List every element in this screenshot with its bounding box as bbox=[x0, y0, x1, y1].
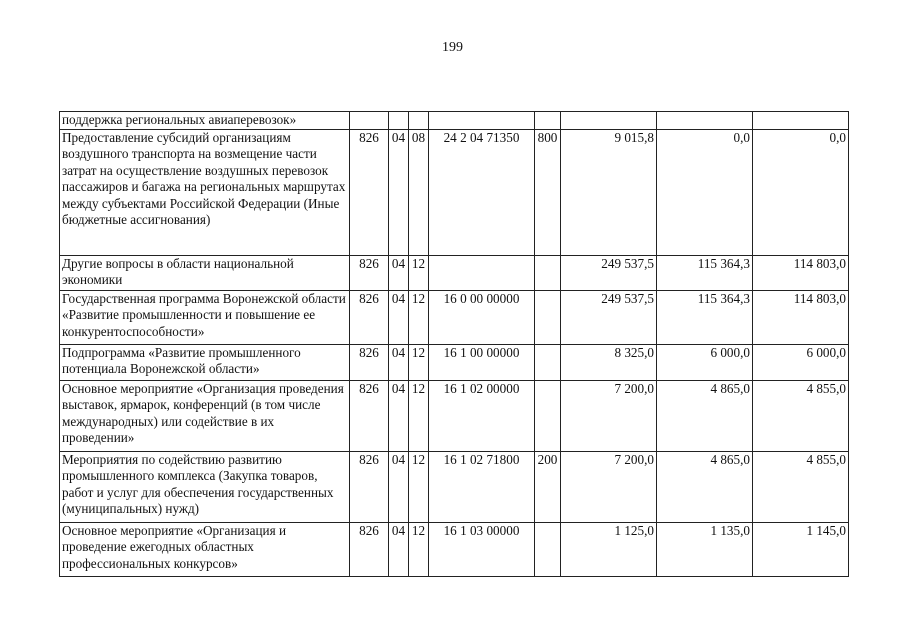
row-description: Другие вопросы в области национальной экономики bbox=[60, 255, 350, 290]
admin-code bbox=[350, 112, 389, 130]
amount-year-2: 6 000,0 bbox=[657, 344, 753, 380]
amount-year-1: 8 325,0 bbox=[561, 344, 657, 380]
target-article-code: 16 1 02 00000 bbox=[429, 380, 535, 451]
amount-year-1: 1 125,0 bbox=[561, 522, 657, 576]
section-code: 04 bbox=[389, 255, 409, 290]
amount-year-3: 114 803,0 bbox=[753, 255, 849, 290]
row-description: Основное мероприятие «Организация проведения выставок, ярмарок, конференций (в том числе международных) или содействие в их проведении» bbox=[60, 380, 350, 451]
subsection-code: 12 bbox=[409, 290, 429, 344]
target-article-code: 16 0 00 00000 bbox=[429, 290, 535, 344]
amount-year-3: 4 855,0 bbox=[753, 451, 849, 522]
subsection-code: 12 bbox=[409, 344, 429, 380]
target-article-code: 24 2 04 71350 bbox=[429, 129, 535, 255]
expense-type-code: 200 bbox=[535, 451, 561, 522]
admin-code: 826 bbox=[350, 380, 389, 451]
target-article-code: 16 1 03 00000 bbox=[429, 522, 535, 576]
amount-year-3: 1 145,0 bbox=[753, 522, 849, 576]
expense-type-code bbox=[535, 522, 561, 576]
subsection-code: 12 bbox=[409, 255, 429, 290]
admin-code: 826 bbox=[350, 451, 389, 522]
amount-year-1: 249 537,5 bbox=[561, 255, 657, 290]
table-row bbox=[60, 522, 849, 576]
amount-year-1: 7 200,0 bbox=[561, 380, 657, 451]
amount-year-1: 249 537,5 bbox=[561, 290, 657, 344]
amount-year-2: 1 135,0 bbox=[657, 522, 753, 576]
row-description: Предоставление субсидий организациям воздушного транспорта на возмещение части затрат на осуществление воздушных перевозок пассажиров и багажа на региональных маршрутах между субъектами Российской Федерации (Иные бюджетные ассигнования) bbox=[60, 129, 350, 255]
section-code: 04 bbox=[389, 344, 409, 380]
amount-year-2: 115 364,3 bbox=[657, 290, 753, 344]
section-code: 04 bbox=[389, 380, 409, 451]
amount-year-3: 4 855,0 bbox=[753, 380, 849, 451]
amount-year-2: 4 865,0 bbox=[657, 451, 753, 522]
amount-year-3: 0,0 bbox=[753, 129, 849, 255]
amount-year-3: 114 803,0 bbox=[753, 290, 849, 344]
table-row bbox=[60, 129, 849, 255]
row-description: Основное мероприятие «Организация и проведение ежегодных областных профессиональных конкурсов» bbox=[60, 522, 350, 576]
table-row bbox=[60, 451, 849, 522]
target-article-code bbox=[429, 255, 535, 290]
expense-type-code bbox=[535, 290, 561, 344]
admin-code: 826 bbox=[350, 129, 389, 255]
admin-code: 826 bbox=[350, 255, 389, 290]
section-code: 04 bbox=[389, 451, 409, 522]
target-article-code: 16 1 02 71800 bbox=[429, 451, 535, 522]
section-code: 04 bbox=[389, 129, 409, 255]
subsection-code: 12 bbox=[409, 380, 429, 451]
budget-table bbox=[59, 111, 849, 577]
row-description: поддержка региональных авиаперевозок» bbox=[60, 112, 350, 130]
row-description: Мероприятия по содействию развитию промышленного комплекса (Закупка товаров, работ и услуг для обеспечения государственных (муниципальных) нужд) bbox=[60, 451, 350, 522]
subsection-code: 08 bbox=[409, 129, 429, 255]
row-description: Подпрограмма «Развитие промышленного потенциала Воронежской области» bbox=[60, 344, 350, 380]
section-code: 04 bbox=[389, 522, 409, 576]
page-number: 199 bbox=[442, 40, 463, 55]
section-code bbox=[389, 112, 409, 130]
expense-type-code: 800 bbox=[535, 129, 561, 255]
expense-type-code bbox=[535, 112, 561, 130]
amount-year-2: 115 364,3 bbox=[657, 255, 753, 290]
row-description: Государственная программа Воронежской области «Развитие промышленности и повышение ее конкурентоспособности» bbox=[60, 290, 350, 344]
expense-type-code bbox=[535, 344, 561, 380]
amount-year-2: 0,0 bbox=[657, 129, 753, 255]
amount-year-1: 7 200,0 bbox=[561, 451, 657, 522]
table-row bbox=[60, 290, 849, 344]
target-article-code: 16 1 00 00000 bbox=[429, 344, 535, 380]
target-article-code bbox=[429, 112, 535, 130]
subsection-code: 12 bbox=[409, 522, 429, 576]
admin-code: 826 bbox=[350, 290, 389, 344]
expense-type-code bbox=[535, 380, 561, 451]
amount-year-1: 9 015,8 bbox=[561, 129, 657, 255]
table-row bbox=[60, 344, 849, 380]
amount-year-1 bbox=[561, 112, 657, 130]
admin-code: 826 bbox=[350, 344, 389, 380]
section-code: 04 bbox=[389, 290, 409, 344]
table-row bbox=[60, 380, 849, 451]
subsection-code bbox=[409, 112, 429, 130]
amount-year-2: 4 865,0 bbox=[657, 380, 753, 451]
budget-table-body bbox=[60, 112, 849, 577]
amount-year-3 bbox=[753, 112, 849, 130]
subsection-code: 12 bbox=[409, 451, 429, 522]
amount-year-3: 6 000,0 bbox=[753, 344, 849, 380]
expense-type-code bbox=[535, 255, 561, 290]
admin-code: 826 bbox=[350, 522, 389, 576]
amount-year-2 bbox=[657, 112, 753, 130]
table-row bbox=[60, 255, 849, 290]
table-row bbox=[60, 112, 849, 130]
